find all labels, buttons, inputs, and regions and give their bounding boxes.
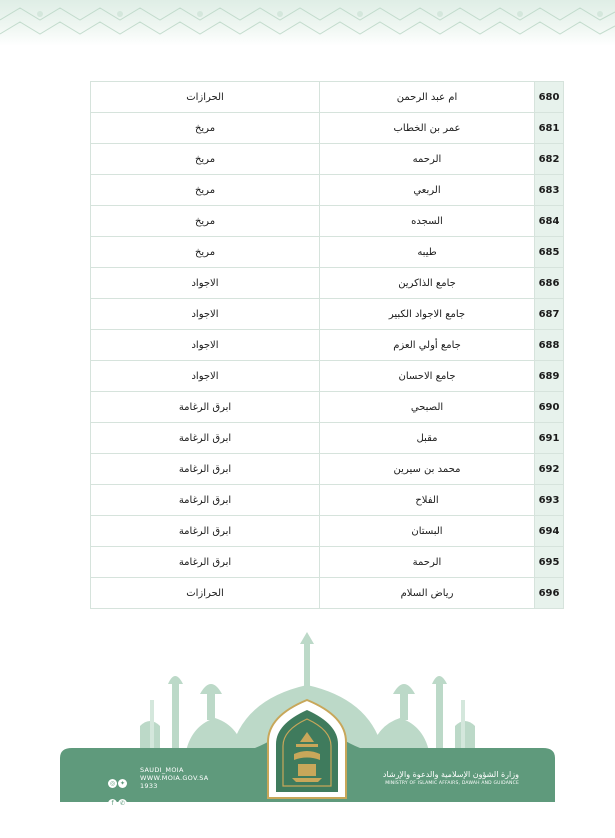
table-row — [91, 144, 564, 175]
table-row — [91, 516, 564, 547]
table-row — [91, 113, 564, 144]
row-number-cell: 688 — [535, 330, 564, 361]
table-row — [91, 392, 564, 423]
mosque-name-cell: الرحمه — [320, 144, 535, 175]
region-cell: مريخ — [91, 144, 320, 175]
table-row — [91, 299, 564, 330]
mosque-name-cell: السجده — [320, 206, 535, 237]
instagram-icon[interactable]: ◎ — [109, 780, 116, 787]
row-number-cell: 691 — [535, 423, 564, 454]
header-ornament — [0, 0, 615, 46]
mosque-name-cell: رياض السلام — [320, 578, 535, 609]
mosque-name-cell: عمر بن الخطاب — [320, 113, 535, 144]
table-row — [91, 175, 564, 206]
region-cell: الاجواد — [91, 361, 320, 392]
table-row — [91, 578, 564, 609]
region-cell: ابرق الرغامة — [91, 454, 320, 485]
table-row — [91, 82, 564, 113]
row-number-cell: 696 — [535, 578, 564, 609]
mosque-name-cell: الربعي — [320, 175, 535, 206]
region-cell: الاجواد — [91, 299, 320, 330]
contact-block — [140, 766, 209, 790]
mosque-name-cell: طيبه — [320, 237, 535, 268]
mosque-name-cell: جامع الاحسان — [320, 361, 535, 392]
row-number-cell: 682 — [535, 144, 564, 175]
mosque-list-table — [90, 81, 564, 609]
mosque-skyline-illustration — [0, 630, 615, 838]
region-cell: مريخ — [91, 175, 320, 206]
mosque-name-cell: جامع أولي العزم — [320, 330, 535, 361]
region-cell: مريخ — [91, 237, 320, 268]
mosque-name-cell: الصبحي — [320, 392, 535, 423]
social-links — [108, 770, 134, 810]
website-link[interactable]: WWW.MOIA.GOV.SA — [140, 774, 209, 782]
row-number-cell: 686 — [535, 268, 564, 299]
twitter-icon[interactable]: ✦ — [119, 780, 126, 787]
region-cell: مريخ — [91, 206, 320, 237]
footer-banner — [0, 630, 615, 838]
table-row — [91, 547, 564, 578]
row-number-cell: 692 — [535, 454, 564, 485]
table-row — [91, 237, 564, 268]
table-row — [91, 330, 564, 361]
region-cell: الحرازات — [91, 82, 320, 113]
table-row — [91, 268, 564, 299]
mosque-name-cell: الرحمة — [320, 547, 535, 578]
table-row — [91, 423, 564, 454]
row-number-cell: 681 — [535, 113, 564, 144]
region-cell: ابرق الرغامة — [91, 392, 320, 423]
mosque-name-cell: جامع الذاكرين — [320, 268, 535, 299]
mosque-name-cell: مقبل — [320, 423, 535, 454]
row-number-cell: 685 — [535, 237, 564, 268]
region-cell: الاجواد — [91, 268, 320, 299]
mosque-name-cell: البستان — [320, 516, 535, 547]
mosque-name-cell: جامع الاجواد الكبير — [320, 299, 535, 330]
row-number-cell: 687 — [535, 299, 564, 330]
row-number-cell: 680 — [535, 82, 564, 113]
row-number-cell: 689 — [535, 361, 564, 392]
mosque-name-cell: ام عبد الرحمن — [320, 82, 535, 113]
table-row — [91, 454, 564, 485]
row-number-cell: 690 — [535, 392, 564, 423]
row-number-cell: 695 — [535, 547, 564, 578]
table-row — [91, 485, 564, 516]
row-number-cell: 693 — [535, 485, 564, 516]
row-number-cell: 694 — [535, 516, 564, 547]
region-cell: مريخ — [91, 113, 320, 144]
social-handle[interactable]: SAUDI_MOIA — [140, 766, 184, 774]
region-cell: الحرازات — [91, 578, 320, 609]
region-cell: ابرق الرغامة — [91, 485, 320, 516]
region-cell: ابرق الرغامة — [91, 516, 320, 547]
ministry-name-block — [383, 770, 519, 787]
decorative-header-pattern — [0, 0, 615, 46]
region-cell: الاجواد — [91, 330, 320, 361]
ministry-name-english: MINISTRY OF ISLAMIC AFFAIRS, DAWAH AND GUIDANCE — [385, 781, 519, 786]
table-row — [91, 206, 564, 237]
region-cell: ابرق الرغامة — [91, 423, 320, 454]
ministry-name-arabic: وزارة الشؤون الإسلامية والدعوة والإرشاد — [382, 770, 519, 779]
row-number-cell: 684 — [535, 206, 564, 237]
table-row — [91, 361, 564, 392]
row-number-cell: 683 — [535, 175, 564, 206]
mosque-name-cell: محمد بن سيرين — [320, 454, 535, 485]
phone-icon[interactable]: ✆ — [119, 800, 126, 807]
mosque-name-cell: الفلاح — [320, 485, 535, 516]
region-cell: ابرق الرغامة — [91, 547, 320, 578]
facebook-icon[interactable]: f — [108, 799, 117, 808]
phone-code: 1933 — [140, 782, 158, 790]
